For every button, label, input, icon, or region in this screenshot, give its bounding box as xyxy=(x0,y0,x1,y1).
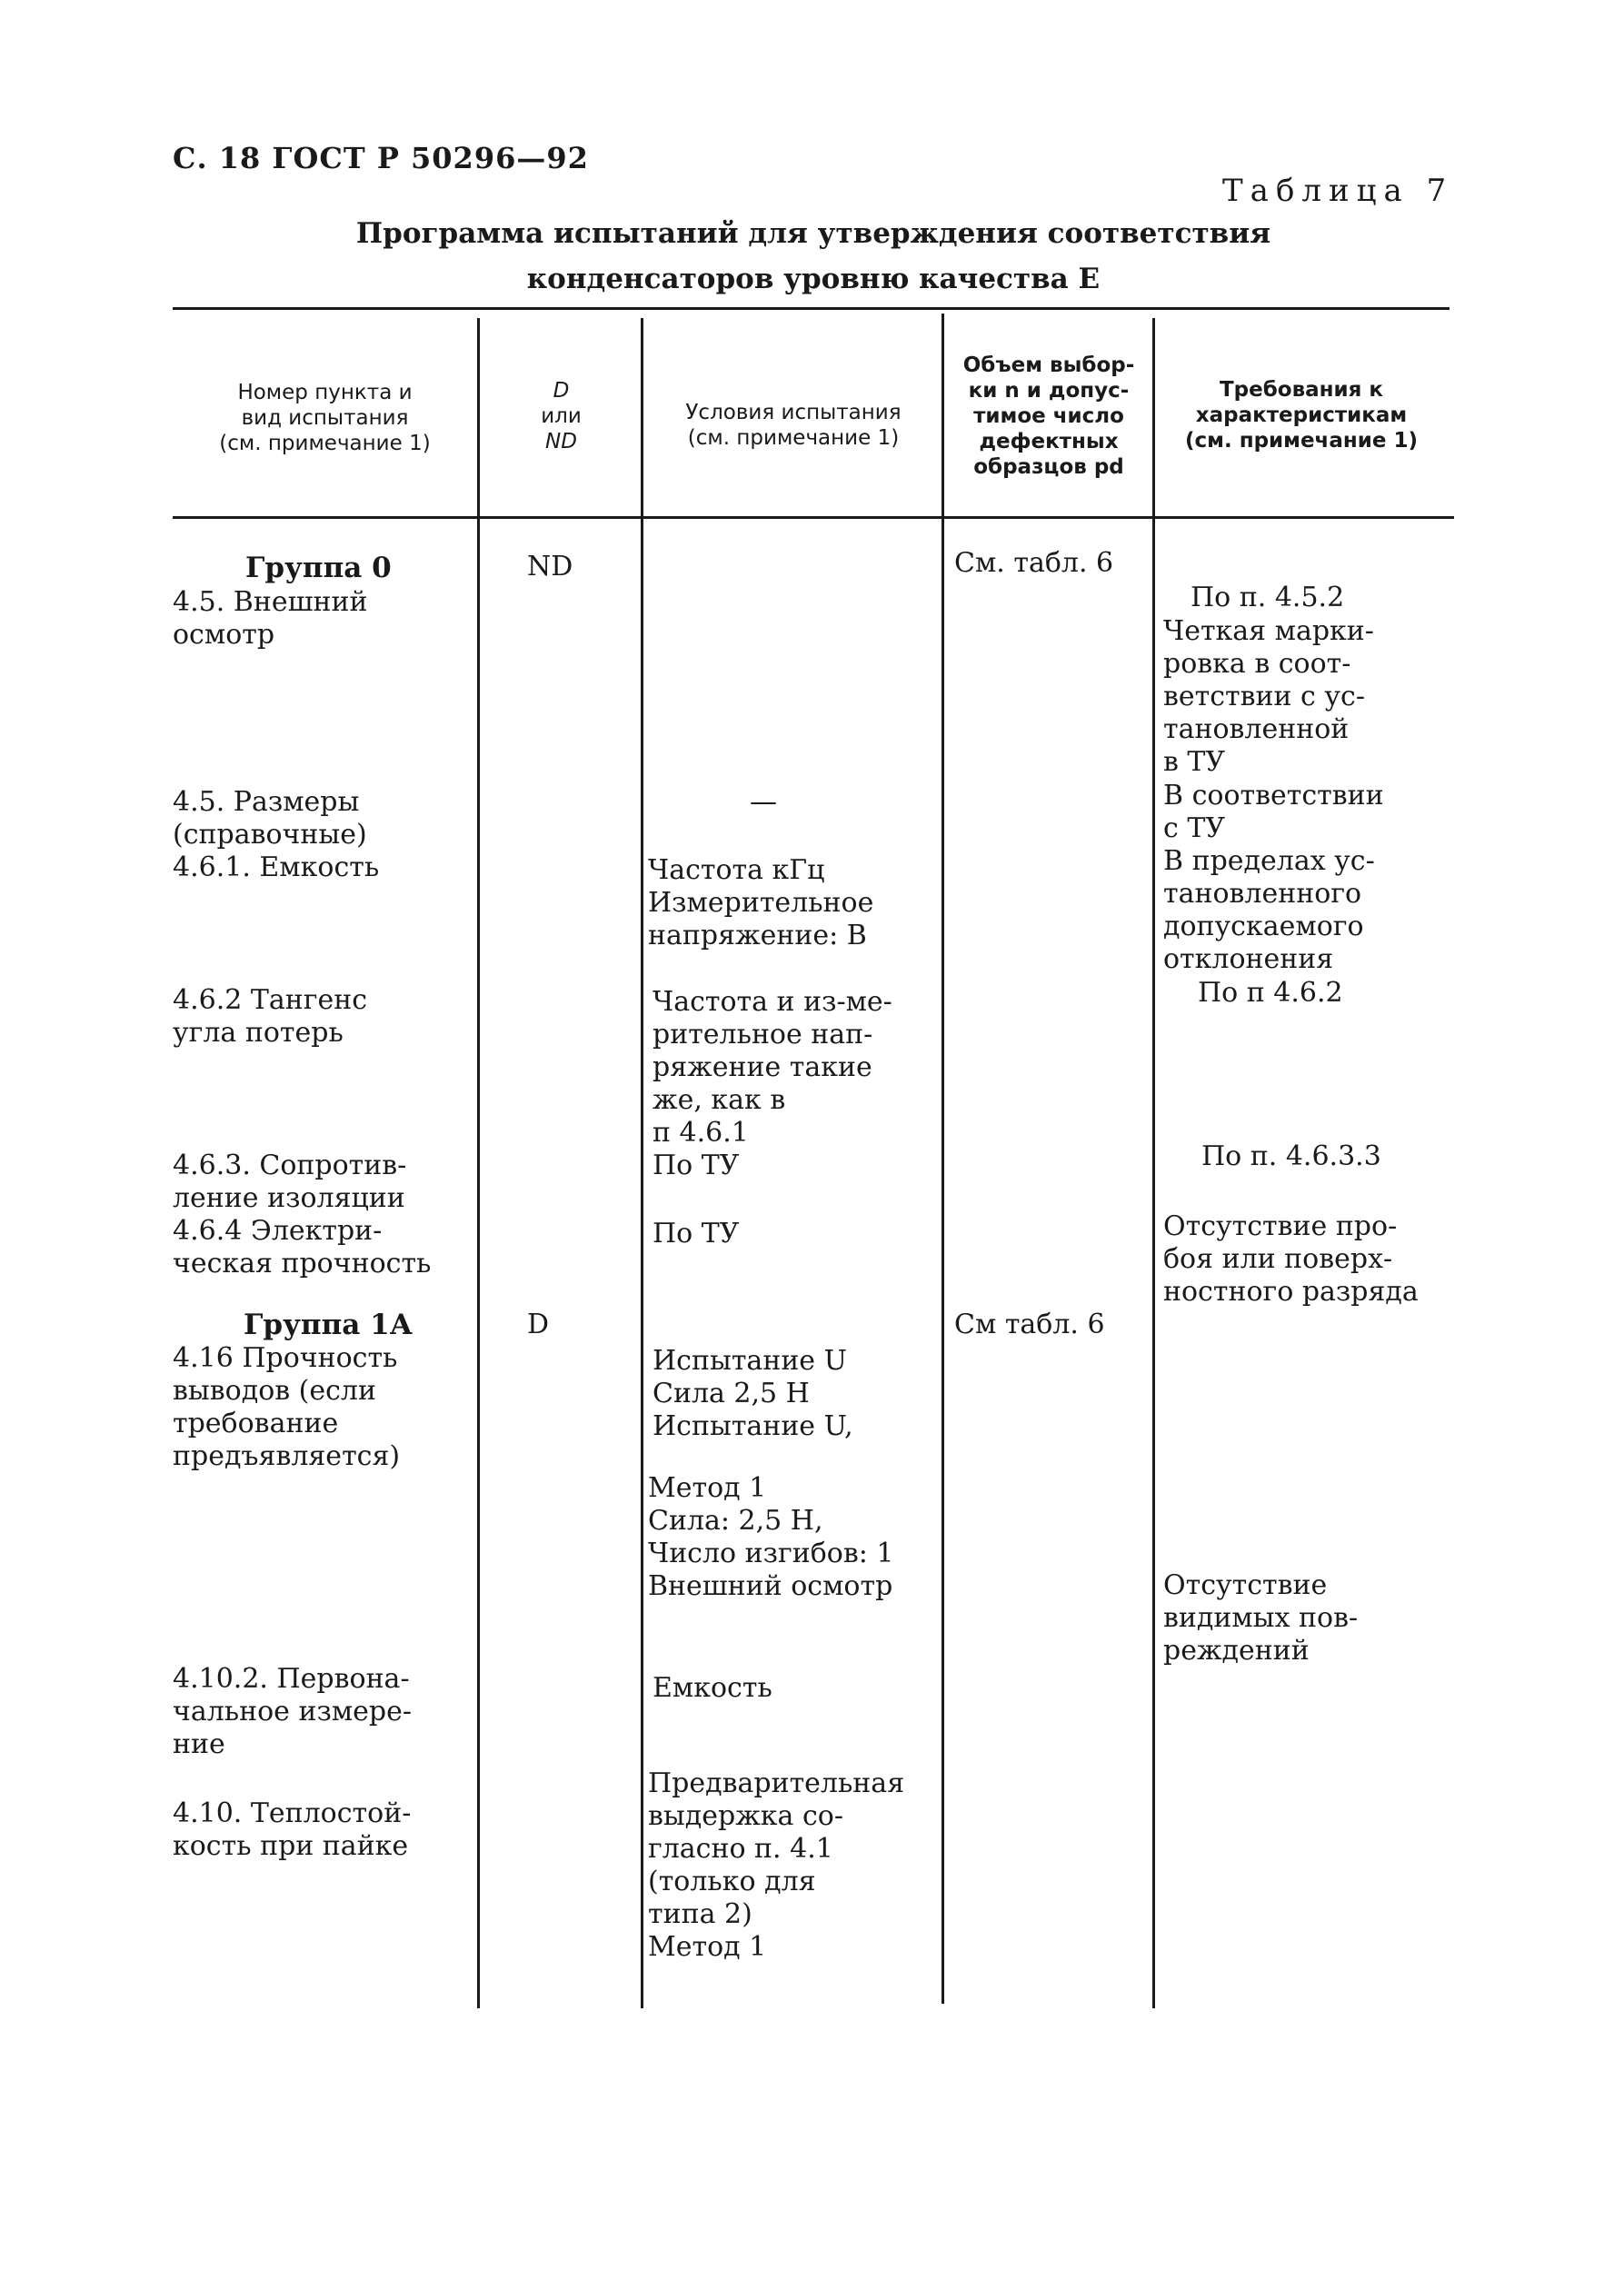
column-divider-4 xyxy=(1152,318,1155,2008)
col-header-dnd-nd: ND xyxy=(545,430,577,453)
row-7-cond: Испытание U Сила 2,5 Н Испытание U, xyxy=(653,1345,853,1442)
col-header-sample: Объем выбор- ки n и допус- тимое число дефектных образцов pd xyxy=(962,353,1135,479)
row-1-item: 4.5. Внешний осмотр xyxy=(173,586,368,651)
table-title-line1: Программа испытаний для утверждения соответствия xyxy=(355,217,1271,250)
row-2-cond: — xyxy=(750,786,777,818)
header-bottom-rule xyxy=(173,516,1454,519)
row-3-req: В пределах ус- тановленного допускаемого отклонения xyxy=(1163,845,1375,975)
row-2-item: 4.5. Размеры (справочные) xyxy=(173,786,367,851)
page-header: С. 18 ГОСТ Р 50296—92 xyxy=(173,141,589,175)
top-rule xyxy=(173,307,1450,310)
row-7-cond-2: Метод 1 Сила: 2,5 Н, Число изгибов: 1 Внешний осмотр xyxy=(648,1472,894,1602)
col-header-requirements: Требования к характеристикам (см. примечание 1) xyxy=(1185,378,1418,453)
column-divider-2 xyxy=(641,318,643,2008)
group-0-label: Группа 0 xyxy=(245,552,392,584)
row-6-item: 4.6.4 Электри- ческая прочность xyxy=(173,1215,432,1279)
row-2-req: В соответствии с ТУ xyxy=(1163,780,1384,844)
row-5-req: По п. 4.6.3.3 xyxy=(1201,1140,1381,1172)
group-1a-sample: См табл. 6 xyxy=(954,1309,1105,1340)
row-8-cond: Емкость xyxy=(653,1672,772,1704)
row-3-cond: Частота кГц Измерительное напряжение: В xyxy=(648,854,874,951)
table-label: Таблица 7 xyxy=(1222,173,1454,209)
row-1-req-text: Четкая марки- ровка в соот- ветствии с ус- тановленной в ТУ xyxy=(1163,615,1374,778)
row-5-cond: По ТУ xyxy=(653,1150,740,1181)
row-7-req: Отсутствие видимых пов- реждений xyxy=(1163,1569,1359,1667)
group-1a-label: Группа 1А xyxy=(244,1309,413,1341)
column-divider-1 xyxy=(477,318,480,2008)
row-6-cond: По ТУ xyxy=(653,1218,740,1250)
row-8-item: 4.10.2. Первона- чальное измере- ние xyxy=(173,1663,412,1760)
group-1a-dnd: D xyxy=(527,1309,550,1340)
row-4-item: 4.6.2 Тангенс угла потерь xyxy=(173,984,368,1049)
col-header-conditions: Условия испытания (см. примечание 1) xyxy=(685,401,902,450)
row-9-item: 4.10. Теплостой- кость при пайке xyxy=(173,1797,412,1862)
col-header-dnd-d: D xyxy=(553,379,570,403)
row-1-req: По п. 4.5.2 xyxy=(1191,582,1345,613)
row-5-item: 4.6.3. Сопротив- ление изоляции xyxy=(173,1150,407,1214)
row-9-cond: Предварительная выдержка со- гласно п. 4.1 (только для типа 2) Метод 1 xyxy=(648,1767,905,1963)
col-header-item: Номер пункта и вид испытания (см. примечание 1) xyxy=(219,381,431,455)
col-header-dnd-or: или xyxy=(541,404,582,428)
col-header-dnd xyxy=(482,378,641,454)
group-0-dnd: ND xyxy=(527,551,573,582)
column-divider-3 xyxy=(942,314,944,2004)
group-0-sample: См. табл. 6 xyxy=(954,547,1114,579)
row-4-cond: Частота и из-ме- рительное нап- ряжение такие же, как в п 4.6.1 xyxy=(653,986,892,1149)
row-6-req: Отсутствие про- боя или поверх- ностного разряда xyxy=(1163,1210,1419,1308)
row-7-item: 4.16 Прочность выводов (если требование предъявляется) xyxy=(173,1342,401,1472)
table-title-line2: конденсаторов уровню качества Е xyxy=(526,263,1101,295)
row-3-item: 4.6.1. Емкость xyxy=(173,851,380,883)
row-4-req: По п 4.6.2 xyxy=(1198,977,1343,1009)
